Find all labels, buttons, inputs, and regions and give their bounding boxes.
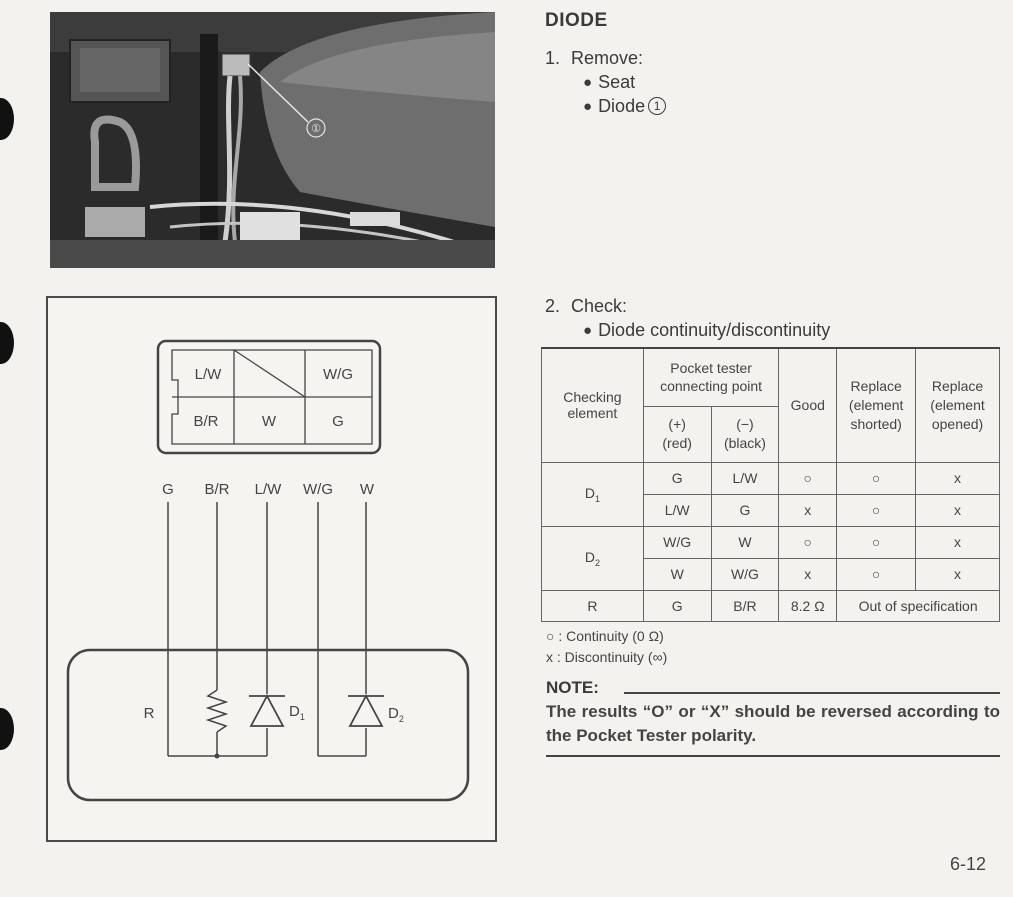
step-2 [545, 296, 627, 317]
step-2-item: ● Diode continuity/discontinuity [583, 320, 830, 341]
connector-pin-g: G [332, 413, 344, 430]
step-2-number: 2. [545, 296, 561, 316]
header-good: Good [779, 348, 837, 462]
table-cell: x [916, 558, 1000, 590]
table-cell: x [916, 526, 1000, 558]
table-cell: W [643, 558, 711, 590]
table-cell: ○ [837, 494, 916, 526]
header-plus: (+) (red) [643, 406, 711, 462]
wire-label-w: W [359, 481, 375, 498]
table-cell: ○ [837, 526, 916, 558]
table-cell: x [779, 494, 837, 526]
header-minus: (−) (black) [711, 406, 779, 462]
wire-label-wg: W/G [303, 481, 333, 498]
diode-d1-symbol [249, 696, 285, 726]
page-title: DIODE [545, 10, 608, 31]
photo-illustration [50, 12, 495, 268]
diode-location-photo [50, 12, 495, 268]
page-number: 6-12 [950, 854, 987, 874]
table-cell: G [643, 590, 711, 621]
element-d1: $D_1$ [542, 462, 644, 526]
table-cell: L/W [711, 462, 779, 494]
table-cell: ○ [837, 558, 916, 590]
table-cell: x [916, 494, 1000, 526]
binder-hole [0, 322, 14, 364]
header-connecting-point: Pocket tester connecting point [643, 348, 779, 406]
table-cell: G [711, 494, 779, 526]
table-cell: ○ [779, 462, 837, 494]
diode-check-table [541, 347, 1000, 622]
note-title: NOTE: [546, 678, 599, 697]
binder-hole [0, 708, 14, 750]
diode-callout: 1 [648, 97, 666, 115]
step-1-item-diode: ● Diode 1 [583, 96, 666, 117]
circuit-svg [48, 298, 495, 840]
table-cell: W/G [643, 526, 711, 558]
table-cell: G [643, 462, 711, 494]
element-d2: $D_2$ [542, 526, 644, 590]
table-cell: W [711, 526, 779, 558]
step-1 [545, 48, 643, 69]
diode-housing [68, 650, 468, 800]
resistance-value: 8.2 Ω [779, 590, 837, 621]
legend-continuity: ○ : Continuity (0 Ω) [546, 628, 664, 644]
diode1-label: $D_1$ [289, 703, 305, 722]
connector-pin-lw: L/W [194, 366, 222, 383]
connector-pin-br: B/R [193, 413, 219, 430]
photo-callout: ① [311, 123, 321, 135]
binder-hole [0, 98, 14, 140]
header-replace-opened: Replace (element opened) [916, 348, 1000, 462]
step-1-label: Remove: [571, 48, 644, 68]
note-text: The results “O” or “X” should be reversed according to the Pocket Tester polarity. [546, 702, 1000, 745]
table-cell: B/R [711, 590, 779, 621]
table-cell: ○ [779, 526, 837, 558]
step-1-number: 1. [545, 48, 561, 68]
resistance-spec: Out of specification [837, 590, 1000, 621]
connector-pin-w: W [261, 413, 277, 430]
step-1-item-seat: ● Seat [583, 72, 635, 93]
note-divider [546, 755, 1000, 757]
element-r: R [542, 590, 644, 621]
resistor-label: R [143, 705, 155, 722]
wire-label-lw: L/W [254, 481, 282, 498]
table-cell: L/W [643, 494, 711, 526]
note-rule [624, 692, 1000, 694]
diode2-label: $D_2$ [388, 705, 404, 724]
table-cell: ○ [837, 462, 916, 494]
diode-circuit-diagram [46, 296, 497, 842]
header-checking-element: Checking element [542, 348, 644, 462]
step-2-label: Check: [571, 296, 628, 316]
legend-discontinuity: x : Discontinuity (∞) [546, 649, 668, 665]
table-cell: x [779, 558, 837, 590]
table-cell: x [916, 462, 1000, 494]
connector-pin-wg: W/G [323, 366, 353, 383]
wire-label-br: B/R [204, 481, 230, 498]
wire-label-g: G [162, 481, 174, 498]
diode-d2-symbol [348, 696, 384, 726]
table-cell: W/G [711, 558, 779, 590]
header-replace-shorted: Replace (element shorted) [837, 348, 916, 462]
